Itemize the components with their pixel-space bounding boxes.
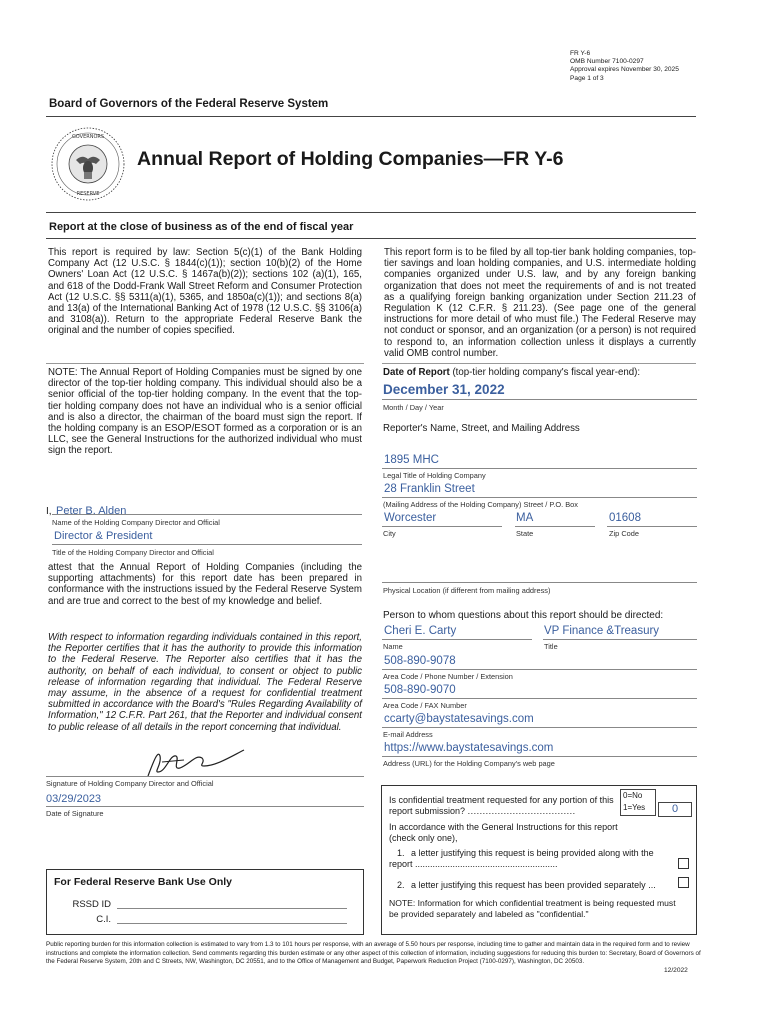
underline [382, 497, 697, 498]
email-value[interactable]: ccarty@baystatesavings.com [384, 713, 534, 725]
confidential-treatment-box [381, 785, 697, 935]
fax-label: Area Code / FAX Number [383, 701, 467, 710]
divider [46, 212, 696, 213]
form-revision-date: 12/2022 [664, 967, 688, 974]
omb-number: OMB Number 7100-0297 [570, 58, 644, 66]
rssd-input[interactable] [117, 908, 347, 909]
street-label: (Mailing Address of the Holding Company) Street / P.O. Box [383, 500, 578, 509]
fax-value[interactable]: 508-890-9070 [384, 684, 456, 696]
option-yes: 1=Yes [623, 803, 646, 812]
phone-label: Area Code / Phone Number / Extension [383, 672, 513, 681]
contact-name-label: Name [383, 642, 403, 651]
report-date-label: Date of Report [383, 367, 450, 378]
underline [515, 526, 595, 527]
svg-text:RESERVE: RESERVE [76, 191, 100, 197]
confidential-consent-text: With respect to information regarding individuals contained in this report, the Reporter certifies that it has the authority to provide this information to the Federal Reserve. The Reporter also certifies that it has the authority, on behalf of each individual, to consent or object to public release of information regarding that individual. The Federal Reserve may assume, in the absence of a request for confidential treatment submitted in accordance with the Board's "Rules Regarding Availability of Information," 12 C.F.R. Part 261, that the Reporter and individual consent to public release of all details in the report concerning that individual. [48, 632, 362, 733]
report-date-value[interactable]: December 31, 2022 [383, 382, 505, 397]
item-number: 2. [397, 880, 405, 890]
reporter-heading: Reporter's Name, Street, and Mailing Address [383, 423, 580, 434]
underline [52, 544, 362, 545]
zip-value[interactable]: 01608 [609, 512, 641, 524]
confidential-answer-field[interactable]: 0 [658, 802, 692, 817]
underline [52, 514, 362, 515]
leader-dots: ......................................................... [415, 859, 558, 869]
agency-name: Board of Governors of the Federal Reserve System [49, 98, 329, 110]
leader-dots: ... [648, 880, 656, 890]
url-value[interactable]: https://www.baystatesavings.com [384, 742, 554, 754]
signer-title-label: Title of the Holding Company Director and Official [52, 548, 214, 557]
approval-expiry: Approval expires November 30, 2025 [570, 66, 679, 74]
phone-value[interactable]: 508-890-9078 [384, 655, 456, 667]
confidential-question-text: Is confidential treatment requested for any portion of this report submission? [389, 795, 614, 816]
state-label: State [516, 529, 534, 538]
email-label: E-mail Address [383, 730, 433, 739]
divider [46, 238, 696, 239]
underline [382, 727, 697, 728]
item-2-text: a letter justifying this request has been provided separately [411, 880, 646, 890]
report-subtitle: Report at the close of business as of the end of fiscal year [49, 221, 354, 233]
underline [382, 639, 532, 640]
form-id: FR Y-6 [570, 50, 591, 57]
signer-note: NOTE: The Annual Report of Holding Companies must be signed by one director of the top-tier holding company. This individual should also be a senior official of the top-tier holding company. In the event that the top-tier holding company does not have an individual who is a senior official and is also a director, the chairman of the board must sign the report. If the holding company is an ESOP/ESOT formed as a corporation or is an LLC, see the General Instructions for the authorized individual who must sign the report. [48, 367, 362, 457]
divider [46, 363, 364, 364]
report-date-heading [383, 367, 640, 378]
option-item-2 [389, 880, 674, 891]
signer-title[interactable]: Director & President [54, 530, 153, 542]
contact-name-value[interactable]: Cheri E. Carty [384, 625, 457, 637]
contact-title-value[interactable]: VP Finance &Treasury [544, 625, 660, 637]
zip-label: Zip Code [609, 529, 639, 538]
signer-name-label: Name of the Holding Company Director and Official [52, 518, 220, 527]
leader-dots: .................................... [467, 806, 576, 816]
federal-reserve-seal-icon [50, 126, 126, 202]
divider [46, 116, 696, 117]
ci-input[interactable] [117, 923, 347, 924]
signer-name[interactable]: Peter B. Alden [56, 505, 127, 517]
state-value[interactable]: MA [516, 512, 534, 524]
underline [382, 399, 697, 400]
physical-location-label: Physical Location (if different from mailing address) [383, 586, 551, 595]
contact-heading: Person to whom questions about this report should be directed: [383, 610, 664, 621]
signature-label: Signature of Holding Company Director and Official [46, 779, 214, 788]
legal-title-label: Legal Title of Holding Company [383, 471, 486, 480]
contact-title-label: Title [544, 642, 558, 651]
report-date-sub-label: Month / Day / Year [383, 403, 444, 412]
underline [46, 806, 364, 807]
svg-text:GOVERNORS: GOVERNORS [71, 134, 105, 140]
option-item-1 [389, 848, 674, 870]
street-value[interactable]: 28 Franklin Street [384, 483, 475, 495]
city-label: City [383, 529, 396, 538]
underline [382, 669, 697, 670]
legal-authority-text: This report is required by law: Section 5(c)(1) of the Bank Holding Company Act (12 U.S.C. § 1844(c)(1)); section 10(b)(2) of the Home Owners' Loan Act (12 U.S.C. § 1467a(b)(2)); sections 102 (a)(1), 165, and 618 of the Dodd-Frank Wall Street Reform and Consumer Protection Act (12 U.S.C. §§ 5311(a)(1), 5365, and 1850a(c)(1)); and sections 8(a) and 13(a) of the International Banking Act of 1978 (12 U.S.C. §§ 3106(a) and 3108(a)). Return to the appropriate Federal Reserve Bank the original and the number of copies specified. [48, 247, 362, 337]
federal-reserve-use-box [46, 869, 364, 935]
item-1-text: a letter justifying this request is being provided along with the report [389, 848, 654, 869]
underline [382, 756, 697, 757]
underline [607, 526, 697, 527]
underline [382, 698, 697, 699]
form-header-info [570, 50, 720, 83]
underline [382, 526, 502, 527]
underline [543, 639, 697, 640]
page-number: Page 1 of 3 [570, 74, 604, 82]
confidential-question [389, 795, 617, 817]
letter-separately-checkbox[interactable] [678, 877, 689, 888]
burden-statement: Public reporting burden for this information collection is estimated to vary from 1.3 to 101 hours per response, with an average of 5.50 hours per response, including time to gather and maintain data in the required form and to review instructions and complete the information collection. Send comments regarding this burden estimate or any other aspect of this collection of information, including suggestions for reducing this burden to: Secretary, Board of Governors of the Federal Reserve System, 20th and C Streets, NW, Washington, DC 20551, and to the Office of Management and Budget, Paperwork Reduction Project (7100-0297), Washington, DC 20503. [46, 941, 701, 966]
signer-prefix: I, [46, 506, 52, 517]
options-legend [620, 789, 656, 816]
report-date-label-detail: (top-tier holding company's fiscal year-end): [452, 367, 641, 378]
rssd-label: RSSD ID [72, 899, 111, 910]
filing-requirement-text: This report form is to be filed by all top-tier bank holding companies, top-tier savings and loan holding companies, and U.S. intermediate holding companies organized under U.S. law, and by any foreign banking organization that does not meet the requirements of and is not treated as a qualifying foreign banking organization under Section 211.23 of Regulation K (12 C.F.R. § 211.23). (See page one of the general instructions for more detail of who must file.) The Federal Reserve may not conduct or sponsor, and an organization (or a person) is not required to respond to, an information collection unless it displays a currently valid OMB control number. [384, 247, 696, 359]
confidential-note: NOTE: Information for which confidential treatment is being requested must be provided separately and labeled as "confidential." [389, 898, 676, 919]
url-label: Address (URL) for the Holding Company's web page [383, 759, 555, 768]
item-number: 1. [397, 848, 405, 858]
divider [382, 363, 696, 364]
signature-date[interactable]: 03/29/2023 [46, 793, 102, 805]
ci-label: C.I. [96, 914, 111, 925]
underline [382, 468, 697, 469]
underline [46, 776, 364, 777]
frb-box-title: For Federal Reserve Bank Use Only [54, 876, 232, 888]
confidential-instructions: In accordance with the General Instructions for this report (check only one), [389, 822, 618, 843]
page-title: Annual Report of Holding Companies—FR Y-6 [137, 148, 564, 170]
letter-with-report-checkbox[interactable] [678, 858, 689, 869]
city-value[interactable]: Worcester [384, 512, 437, 524]
legal-title-value[interactable]: 1895 MHC [384, 454, 439, 466]
attestation-text: attest that the Annual Report of Holding Companies (including the supporting attachments) for this report date has been prepared in conformance with the instructions issued by the Federal Reserve System and are true and correct to the best of my knowledge and belief. [48, 562, 362, 607]
date-label: Date of Signature [46, 809, 104, 818]
physical-location-input[interactable] [382, 582, 697, 583]
option-no: 0=No [623, 791, 643, 800]
